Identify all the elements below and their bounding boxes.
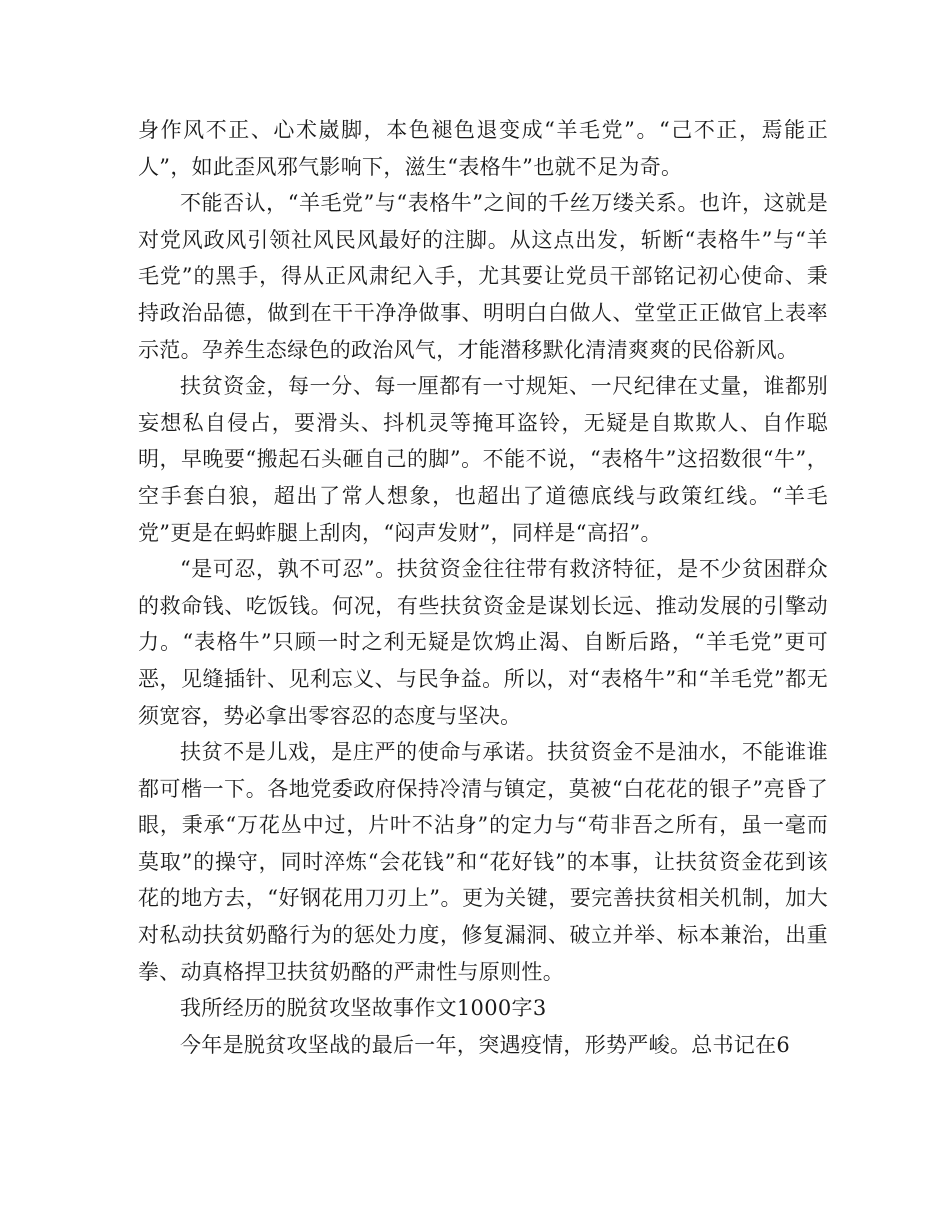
- section-heading: 我所经历的脱贫攻坚故事作文1000字3: [180, 996, 547, 1021]
- paragraph-6: 今年是脱贫攻坚战的最后一年，突遇疫情，形势严峻。总书记在6: [180, 1032, 791, 1057]
- document-body: [138, 112, 828, 1063]
- paragraph-2: 不能否认，“羊毛党”与“表格牛”之间的千丝万缕关系。也许，这就是对党风政风引领社风民风最好的注脚。从这点出发，斩断“表格牛”与“羊毛党”的黑手，得从正风肃纪入手，尤其要让党员干部铭记初心使命、秉持政治品德，做到在干干净净做事、明明白白做人、堂堂正正做官上表率示范。孕养生态绿色的政治风气，才能潜移默化清清爽爽的民俗新风。: [138, 191, 828, 362]
- paragraph-4: “是可忍，孰不可忍”。扶贫资金往往带有救济特征，是不少贫困群众的救命钱、吃饭钱。何况，有些扶贫资金是谋划长远、推动发展的引擎动力。“表格牛”只顾一时之利无疑是饮鸩止渴、自断后路，“羊毛党”更可恶，见缝插针、见利忘义、与民争益。所以，对“表格牛”和“羊毛党”都无须宽容，势必拿出零容忍的态度与坚决。: [138, 557, 828, 728]
- paragraph-3: 扶贫资金，每一分、每一厘都有一寸规矩、一尺纪律在丈量，谁都别妄想私自侵占，要滑头、抖机灵等掩耳盗铃，无疑是自欺欺人、自作聪明，早晚要“搬起石头砸自己的脚”。不能不说，“表格牛”这招数很“牛”，空手套白狼，超出了常人想象，也超出了道德底线与政策红线。“羊毛党”更是在蚂蚱腿上刮肉，“闷声发财”，同样是“高招”。: [138, 374, 828, 545]
- paragraph-1: 身作风不正、心术崴脚，本色褪色退变成“羊毛党”。“己不正，焉能正人”，如此歪风邪气影响下，滋生“表格牛”也就不足为奇。: [138, 118, 828, 179]
- paragraph-5: 扶贫不是儿戏，是庄严的使命与承诺。扶贫资金不是油水，不能谁谁都可楷一下。各地党委政府保持冷清与镇定，莫被“白花花的银子”亮昏了眼，秉承“万花丛中过，片叶不沾身”的定力与“苟非吾之所有，虽一毫而莫取”的操守，同时淬炼“会花钱”和“花好钱”的本事，让扶贫资金花到该花的地方去，“好钢花用刀刃上”。更为关键，要完善扶贫相关机制，加大对私动扶贫奶酪行为的惩处力度，修复漏洞、破立并举、标本兼治，出重拳、动真格捍卫扶贫奶酪的严肃性与原则性。: [138, 740, 828, 984]
